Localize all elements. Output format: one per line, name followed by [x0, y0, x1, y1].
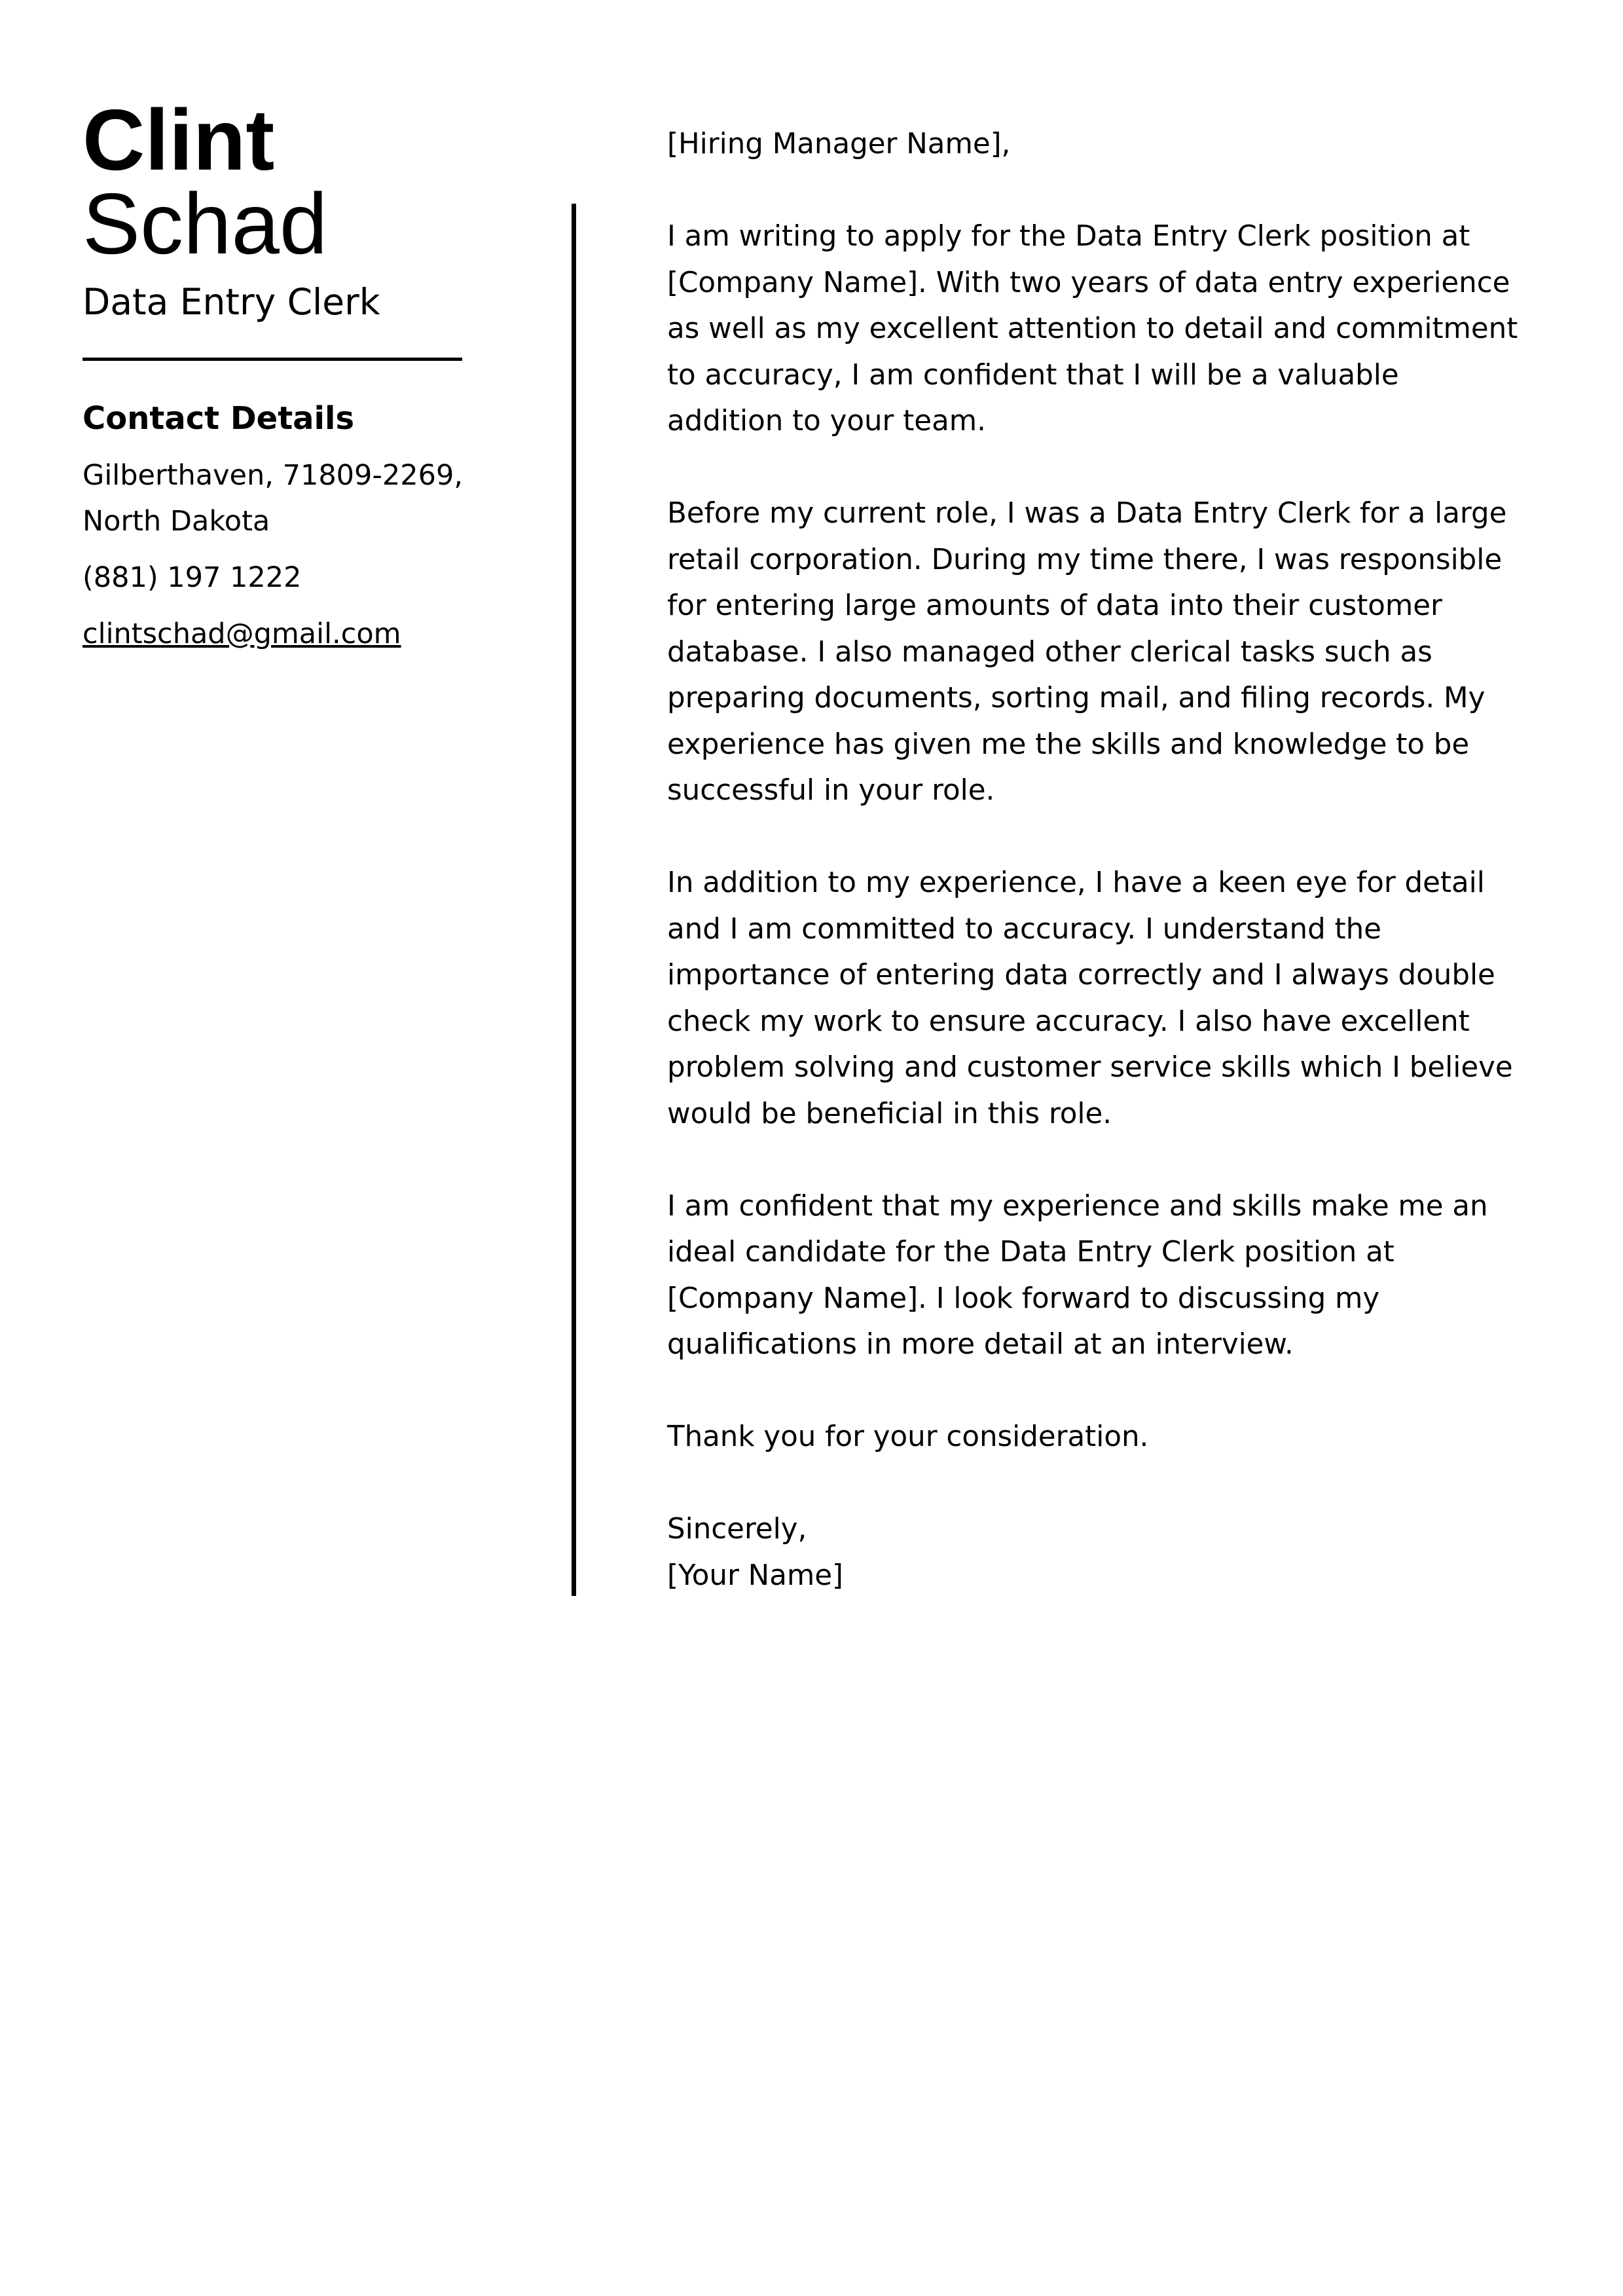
contact-email-link[interactable]: clintschad@gmail.com: [82, 618, 401, 650]
sidebar: [82, 92, 488, 657]
first-name: Clint: [82, 92, 275, 188]
header-divider: [82, 358, 462, 361]
paragraph-thanks: Thank you for your consideration.: [667, 1420, 1149, 1453]
paragraph-3: In addition to my experience, I have a keen eye for detail and I am committed to accuracy. I understand the importance of entering data correctly and I always double check my work to ensure accuracy. I also have excellent problem solving and customer service skills which I believe would be beneficial in this role.: [667, 866, 1513, 1130]
applicant-name: [82, 92, 488, 272]
contact-address: Gilberthaven, 71809-2269, North Dakota: [82, 459, 464, 538]
contact-phone: (881) 197 1222: [82, 561, 302, 594]
closing: Sincerely,: [667, 1513, 807, 1546]
signature: [Your Name]: [667, 1559, 843, 1592]
vertical-divider: [572, 204, 576, 1596]
contact-details-heading: Contact Details: [82, 400, 355, 437]
paragraph-4: I am confident that my experience and skills make me an ideal candidate for the Data Entry Clerk position at [Company Name]. I look forward to discussing my qualifications in more detail at an interview.: [667, 1189, 1488, 1361]
paragraph-1: I am writing to apply for the Data Entry Clerk position at [Company Name]. With two years of data entry experience as well as my excellent attention to detail and commitment to accuracy, I am confident that I will be a valuable addition to your team.: [667, 220, 1518, 437]
job-title: Data Entry Clerk: [82, 281, 380, 323]
last-name: Schad: [82, 176, 328, 272]
salutation: [Hiring Manager Name],: [667, 128, 1011, 160]
paragraph-2: Before my current role, I was a Data Entry Clerk for a large retail corporation. During my time there, I was responsible for entering large amounts of data into their customer database. I also managed other clerical tasks such as preparing documents, sorting mail, and filing records. My experience has given me the skills and knowledge to be successful in your role.: [667, 497, 1507, 807]
letter-body: [667, 121, 1518, 1599]
